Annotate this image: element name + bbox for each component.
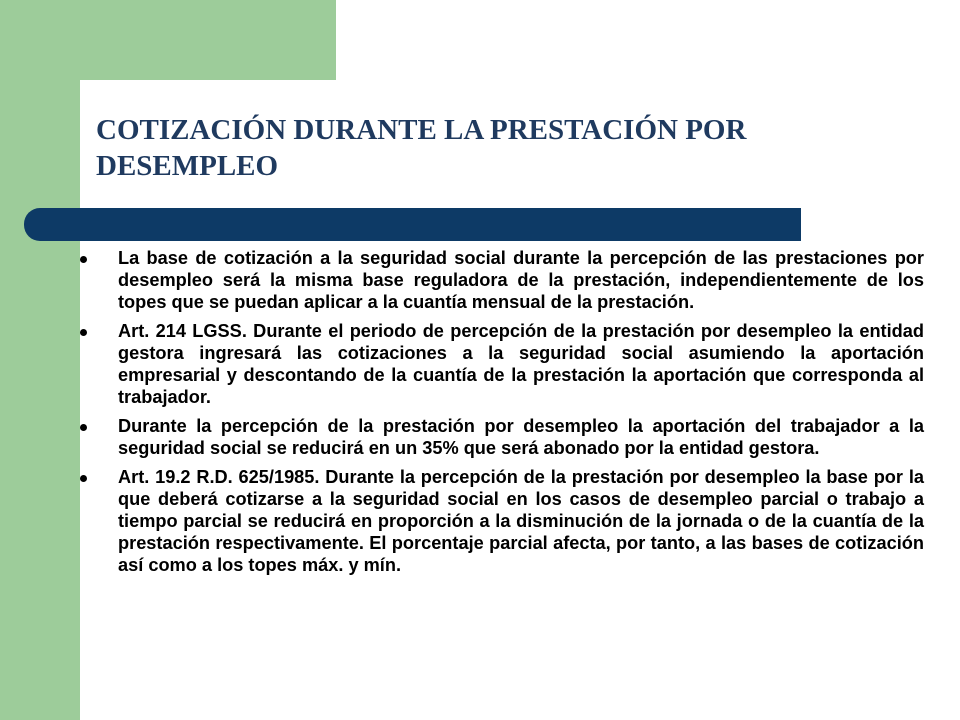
bullet-dot-icon [80, 329, 87, 336]
top-green-block [80, 0, 336, 80]
bullet-item [78, 466, 924, 576]
bullet-item [78, 320, 924, 408]
bullet-text: Art. 214 LGSS. Durante el periodo de percepción de la prestación por desempleo la entidad gestora ingresará las cotizaciones a la seguridad social asumiendo la aportación empresarial y descontando de la cuantía de la prestación la aportación que corresponda al trabajador. [118, 321, 924, 407]
left-green-band [0, 0, 80, 720]
bullet-text: Art. 19.2 R.D. 625/1985. Durante la percepción de la prestación por desempleo la base por la que deberá cotizarse a la seguridad social en los casos de desempleo parcial o trabajo a tiempo parcial se reducirá en proporción a la disminución de la jornada o de la cuantía de la prestación respectivamente. El porcentaje parcial afecta, por tanto, a las bases de cotización así como a los topes máx. y mín. [118, 467, 924, 575]
title-divider-bar [24, 208, 801, 241]
bullet-item [78, 247, 924, 313]
bullet-item [78, 415, 924, 459]
bullet-dot-icon [80, 424, 87, 431]
bullet-list [78, 247, 924, 583]
bullet-text: Durante la percepción de la prestación por desempleo la aportación del trabajador a la seguridad social se reducirá en un 35% que será abonado por la entidad gestora. [118, 416, 924, 458]
slide-title: COTIZACIÓN DURANTE LA PRESTACIÓN POR DESEMPLEO [96, 114, 747, 182]
bullet-dot-icon [80, 475, 87, 482]
bullet-dot-icon [80, 256, 87, 263]
bullet-text: La base de cotización a la seguridad social durante la percepción de las prestaciones por desempleo será la misma base reguladora de la prestación, independientemente de los topes que se puedan aplicar a la cuantía mensual de la prestación. [118, 248, 924, 312]
